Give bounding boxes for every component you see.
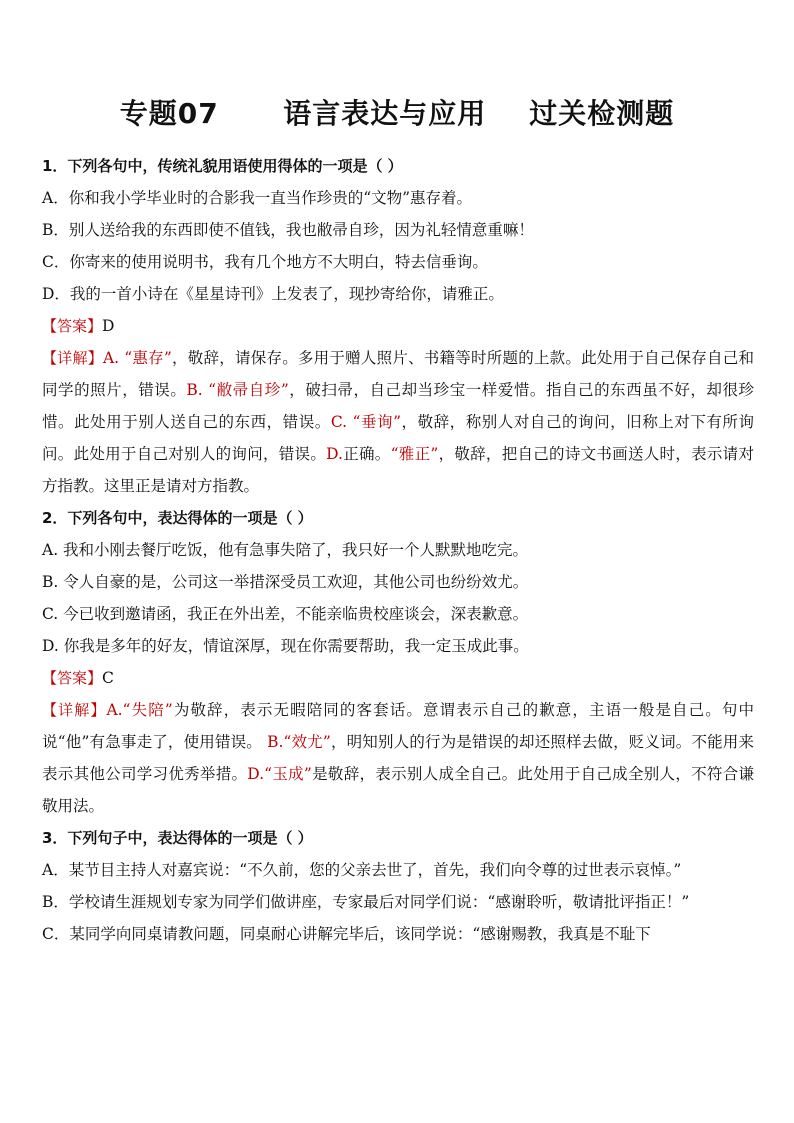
detail-segment: 为敬辞，表示无暇陪同的客套话。意谓表示自己的歉意，主语一般是自己。句中说“他”有急事走了，使用错误。 bbox=[42, 701, 754, 751]
detail-text bbox=[42, 701, 754, 815]
question-1-option-b: B．别人送给我的东西即使不值钱，我也敝帚自珍，因为礼轻情意重嘛！ bbox=[42, 221, 534, 239]
page-title: 专题07 语言表达与应用 过关检测题 bbox=[119, 97, 675, 130]
detail-highlight: “惠存” bbox=[124, 349, 172, 367]
detail-highlight: D. bbox=[326, 445, 343, 463]
detail-segment: ，敬辞，称别人对自己的询问，旧称上对下有所询问。此处用于自己对别人的询问，错误。 bbox=[42, 413, 754, 463]
detail-highlight: D.“玉成” bbox=[247, 765, 312, 783]
detail-segment: ，敬辞，请保存。多用于赠人照片、书籍等时所题的上款。此处用于自己保存自己和同学的照片，错误。 bbox=[42, 349, 754, 399]
question-2-detail bbox=[42, 694, 754, 822]
detail-text bbox=[42, 349, 754, 495]
document-body bbox=[42, 150, 754, 950]
detail-highlight: “雅正” bbox=[390, 445, 439, 463]
question-1-detail bbox=[42, 342, 754, 502]
question-2-answer bbox=[42, 662, 754, 694]
detail-highlight: A.“失陪” bbox=[106, 701, 173, 719]
question-3-option-a: A．某节目主持人对嘉宾说：“不久前，您的父亲去世了，首先，我们向令尊的过世表示哀悼。” bbox=[42, 861, 682, 879]
answer-value: D bbox=[102, 317, 115, 335]
detail-segment: 是敬辞，表示别人成全自己。此处用于自己成全别人，不符合谦敬用法。 bbox=[42, 765, 754, 815]
question-1-option-d: D．我的一首小诗在《星星诗刊》上发表了，现抄寄给你，请雅正。 bbox=[42, 285, 504, 303]
detail-highlight: B. “敝帚自珍” bbox=[186, 381, 289, 399]
detail-highlight: A. bbox=[102, 349, 125, 367]
question-3-option-b: B．学校请生涯规划专家为同学们做讲座，专家最后对同学们说：“感谢聆听，敬请批评指正！” bbox=[42, 893, 690, 911]
question-1-option-a: A．你和我小学毕业时的合影我一直当作珍贵的“文物”惠存着。 bbox=[42, 189, 473, 207]
answer-value: C bbox=[102, 669, 114, 687]
question-2-option-d: D. 你我是多年的好友，情谊深厚，现在你需要帮助，我一定玉成此事。 bbox=[42, 637, 529, 655]
detail-highlight: C. “垂询” bbox=[330, 413, 401, 431]
detail-segment: ，敬辞，把自己的诗文书画送人时，表示请对方指教。这里正是请对方指教。 bbox=[42, 445, 754, 495]
detail-tag: 【详解】 bbox=[42, 349, 103, 367]
question-1-stem: 1．下列各句中，传统礼貌用语使用得体的一项是（ ） bbox=[42, 157, 403, 175]
detail-segment: ，明知别人的行为是错误的却还照样去做，贬义词。不能用来表示其他公司学习优秀举措。 bbox=[42, 733, 754, 783]
answer-tag: 【答案】 bbox=[42, 669, 103, 687]
detail-segment: ，破扫帚，自己却当珍宝一样爱惜。指自己的东西虽不好，却很珍惜。此处用于别人送自己的东西，错误。 bbox=[42, 381, 754, 431]
detail-tag: 【详解】 bbox=[42, 701, 107, 719]
question-3-option-c: C．某同学向同桌请教问题，同桌耐心讲解完毕后，该同学说：“感谢赐教，我真是不耻下 bbox=[42, 925, 651, 943]
question-3-stem: 3．下列句子中，表达得体的一项是（ ） bbox=[42, 829, 313, 847]
question-2-option-c: C. 今已收到邀请函，我正在外出差，不能亲临贵校座谈会，深表歉意。 bbox=[42, 605, 529, 623]
question-2-option-a: A. 我和小刚去餐厅吃饭，他有急事失陪了，我只好一个人默默地吃完。 bbox=[42, 541, 529, 559]
detail-segment: 正确。 bbox=[342, 445, 391, 463]
detail-highlight: B.“效尤” bbox=[261, 733, 331, 751]
question-1-answer bbox=[42, 310, 754, 342]
answer-tag: 【答案】 bbox=[42, 317, 103, 335]
question-2-option-b: B. 令人自豪的是，公司这一举措深受员工欢迎，其他公司也纷纷效尤。 bbox=[42, 573, 529, 591]
question-1-option-c: C．你寄来的使用说明书，我有几个地方不大明白，特去信垂询。 bbox=[42, 253, 488, 271]
question-2-stem: 2．下列各句中，表达得体的一项是（ ） bbox=[42, 509, 313, 527]
